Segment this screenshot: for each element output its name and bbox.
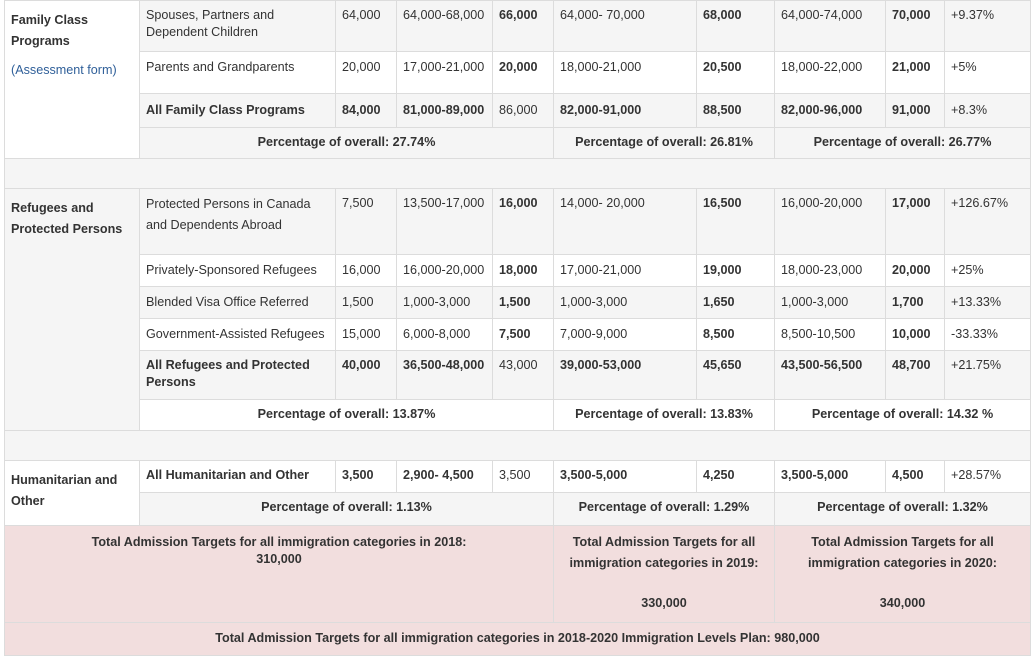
table-row: Blended Visa Office Referred 1,500 1,000-3,000 1,500 1,000-3,000 1,650 1,000-3,000 1,700 +13.33% (5, 287, 1031, 319)
percentage-2019: Percentage of overall: 13.83% (554, 400, 775, 431)
percentage-2019: Percentage of overall: 1.29% (554, 493, 775, 526)
table-row: Parents and Grandparents 20,000 17,000-21,000 20,000 18,000-21,000 20,500 18,000-22,000 21,000 +5% (5, 52, 1031, 94)
total-2020: Total Admission Targets for all immigration categories in 2020: 340,000 (775, 526, 1031, 623)
table-row: All Refugees and Protected Persons 40,000 36,500-48,000 43,000 39,000-53,000 45,650 43,500-56,500 48,700 +21.75% (5, 351, 1031, 400)
category-title: Humanitarian and Other (11, 473, 118, 508)
percentage-2019: Percentage of overall: 26.81% (554, 128, 775, 159)
category-refugees (5, 189, 140, 431)
table-row: All Family Class Programs 84,000 81,000-89,000 86,000 82,000-91,000 88,500 82,000-96,000 91,000 +8.3% (5, 94, 1031, 128)
percentage-2020: Percentage of overall: 14.32 % (775, 400, 1031, 431)
totals-row (5, 526, 1031, 623)
table-row: Refugees and Protected Persons Protected Persons in Canada and Dependents Abroad 7,500 13,500-17,000 16,000 14,000- 20,000 16,500 16,000-20,000 17,000 +126.67% (5, 189, 1031, 255)
total-2019: Total Admission Targets for all immigration categories in 2019: 330,000 (554, 526, 775, 623)
percentage-2020: Percentage of overall: 1.32% (775, 493, 1031, 526)
percentage-row (5, 400, 1031, 431)
grand-total: Total Admission Targets for all immigration categories in 2018-2020 Immigration Levels Plan: 980,000 (5, 623, 1031, 656)
category-humanitarian (5, 461, 140, 526)
category-title: Family Class Programs (11, 13, 89, 48)
percentage-2018: Percentage of overall: 13.87% (140, 400, 554, 431)
table-row: Privately-Sponsored Refugees 16,000 16,000-20,000 18,000 17,000-21,000 19,000 18,000-23,000 20,000 +25% (5, 255, 1031, 287)
immigration-levels-table (4, 0, 1031, 656)
category-title: Refugees and Protected Persons (11, 201, 123, 236)
percentage-row (5, 128, 1031, 159)
percentage-2018: Percentage of overall: 1.13% (140, 493, 554, 526)
table-row: Family Class Programs (Assessment form) Spouses, Partners and Dependent Children 64,000 64,000-68,000 66,000 64,000- 70,000 68,000 64,000-74,000 70,000 +9.37% (5, 1, 1031, 52)
table-row: Humanitarian and Other All Humanitarian and Other 3,500 2,900- 4,500 3,500 3,500-5,000 4,250 3,500-5,000 4,500 +28.57% (5, 461, 1031, 493)
assessment-form-link[interactable]: Assessment form (15, 63, 113, 77)
percentage-2018: Percentage of overall: 27.74% (140, 128, 554, 159)
total-2018: Total Admission Targets for all immigration categories in 2018: 310,000 (5, 526, 554, 623)
table-row: Government-Assisted Refugees 15,000 6,000-8,000 7,500 7,000-9,000 8,500 8,500-10,500 10,000 -33.33% (5, 319, 1031, 351)
spacer-row (5, 431, 1031, 461)
percentage-2020: Percentage of overall: 26.77% (775, 128, 1031, 159)
percentage-row (5, 493, 1031, 526)
category-family: Family Class Programs (Assessment form) (5, 1, 140, 159)
grand-total-row (5, 623, 1031, 656)
spacer-row (5, 159, 1031, 189)
